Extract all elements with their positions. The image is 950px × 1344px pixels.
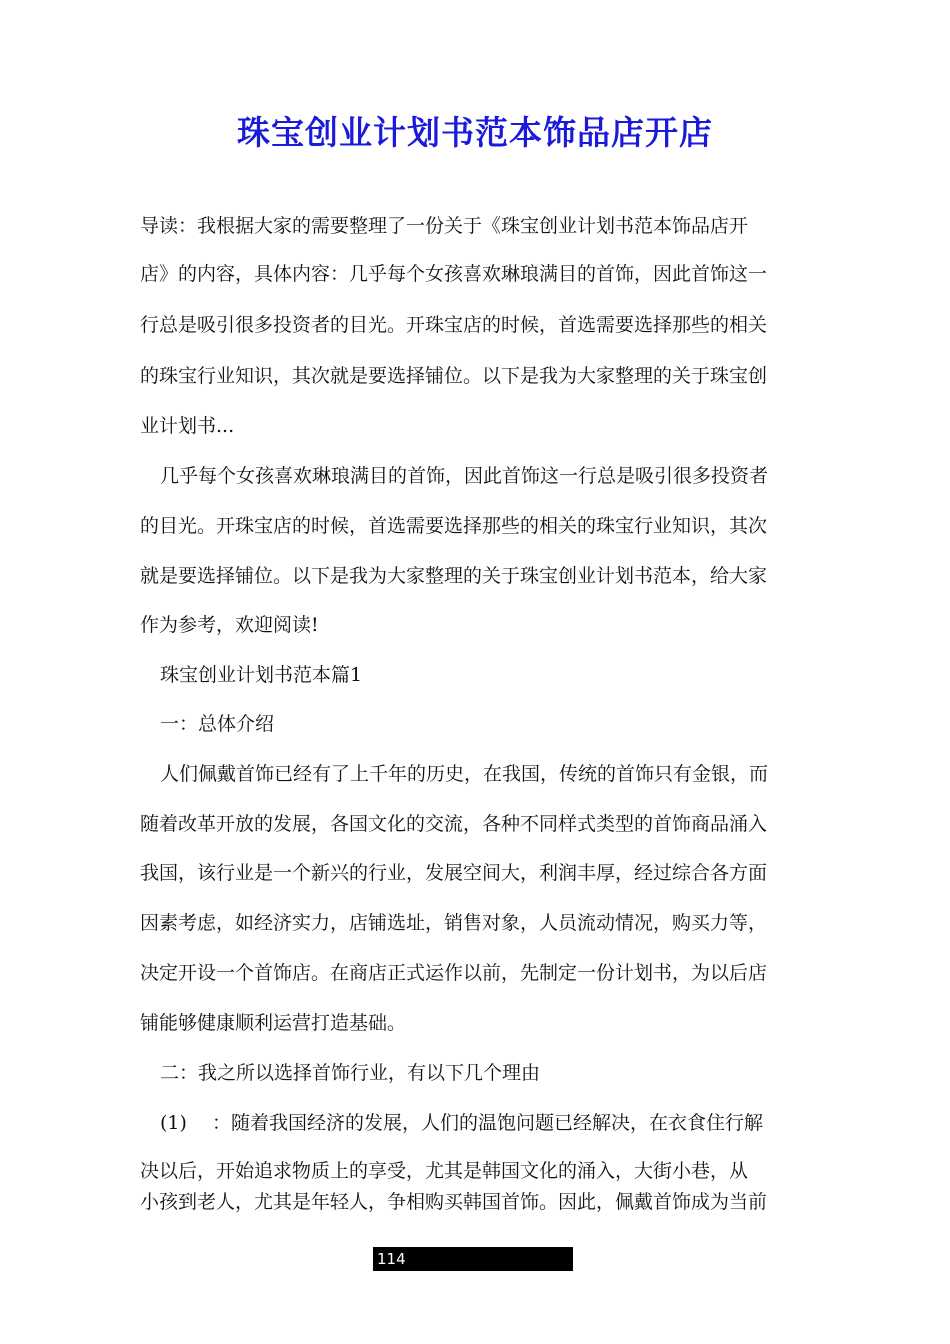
paragraph-line: 我国，该行业是一个新兴的行业，发展空间大，利润丰厚，经过综合各方面 (140, 862, 768, 884)
paragraph-line: 几乎每个女孩喜欢琳琅满目的首饰，因此首饰这一行总是吸引很多投资者 (160, 465, 769, 487)
paragraph-line: 决以后，开始追求物质上的享受，尤其是韩国文化的涌入，大街小巷，从 (140, 1160, 749, 1182)
paragraph-line: 的目光。开珠宝店的时候，首选需要选择那些的相关的珠宝行业知识，其次 (140, 515, 768, 537)
page-number: 114 (373, 1247, 573, 1271)
document-title: 珠宝创业计划书范本饰品店开店 (237, 113, 713, 152)
paragraph-line: 业计划书... (140, 415, 235, 437)
section-heading: 一：总体介绍 (160, 713, 275, 735)
paragraph-line: 导读：我根据大家的需要整理了一份关于《珠宝创业计划书范本饰品店开 (140, 215, 749, 237)
paragraph-line: 行总是吸引很多投资者的目光。开珠宝店的时候，首选需要选择那些的相关 (140, 314, 768, 336)
section-heading: 珠宝创业计划书范本篇1 (160, 664, 363, 686)
paragraph-line: 小孩到老人，尤其是年轻人，争相购买韩国首饰。因此，佩戴首饰成为当前 (140, 1191, 768, 1213)
paragraph-line: 随着改革开放的发展，各国文化的交流，各种不同样式类型的首饰商品涌入 (140, 813, 768, 835)
paragraph-line: 决定开设一个首饰店。在商店正式运作以前，先制定一份计划书，为以后店 (140, 962, 768, 984)
paragraph-line: 就是要选择铺位。以下是我为大家整理的关于珠宝创业计划书范本，给大家 (140, 565, 768, 587)
paragraph-line: (1) ：随着我国经济的发展，人们的温饱问题已经解决，在衣食住行解 (160, 1112, 763, 1134)
paragraph-line: 店》的内容，具体内容：几乎每个女孩喜欢琳琅满目的首饰，因此首饰这一 (140, 263, 768, 285)
section-heading: 二：我之所以选择首饰行业，有以下几个理由 (160, 1062, 541, 1084)
paragraph-line: 的珠宝行业知识，其次就是要选择铺位。以下是我为大家整理的关于珠宝创 (140, 365, 768, 387)
paragraph-line: 因素考虑，如经济实力，店铺选址，销售对象，人员流动情况，购买力等， (140, 912, 768, 934)
paragraph-line: 人们佩戴首饰已经有了上千年的历史，在我国，传统的首饰只有金银，而 (160, 763, 769, 785)
paragraph-line: 作为参考，欢迎阅读! (140, 614, 319, 636)
paragraph-line: 铺能够健康顺利运营打造基础。 (140, 1012, 407, 1034)
